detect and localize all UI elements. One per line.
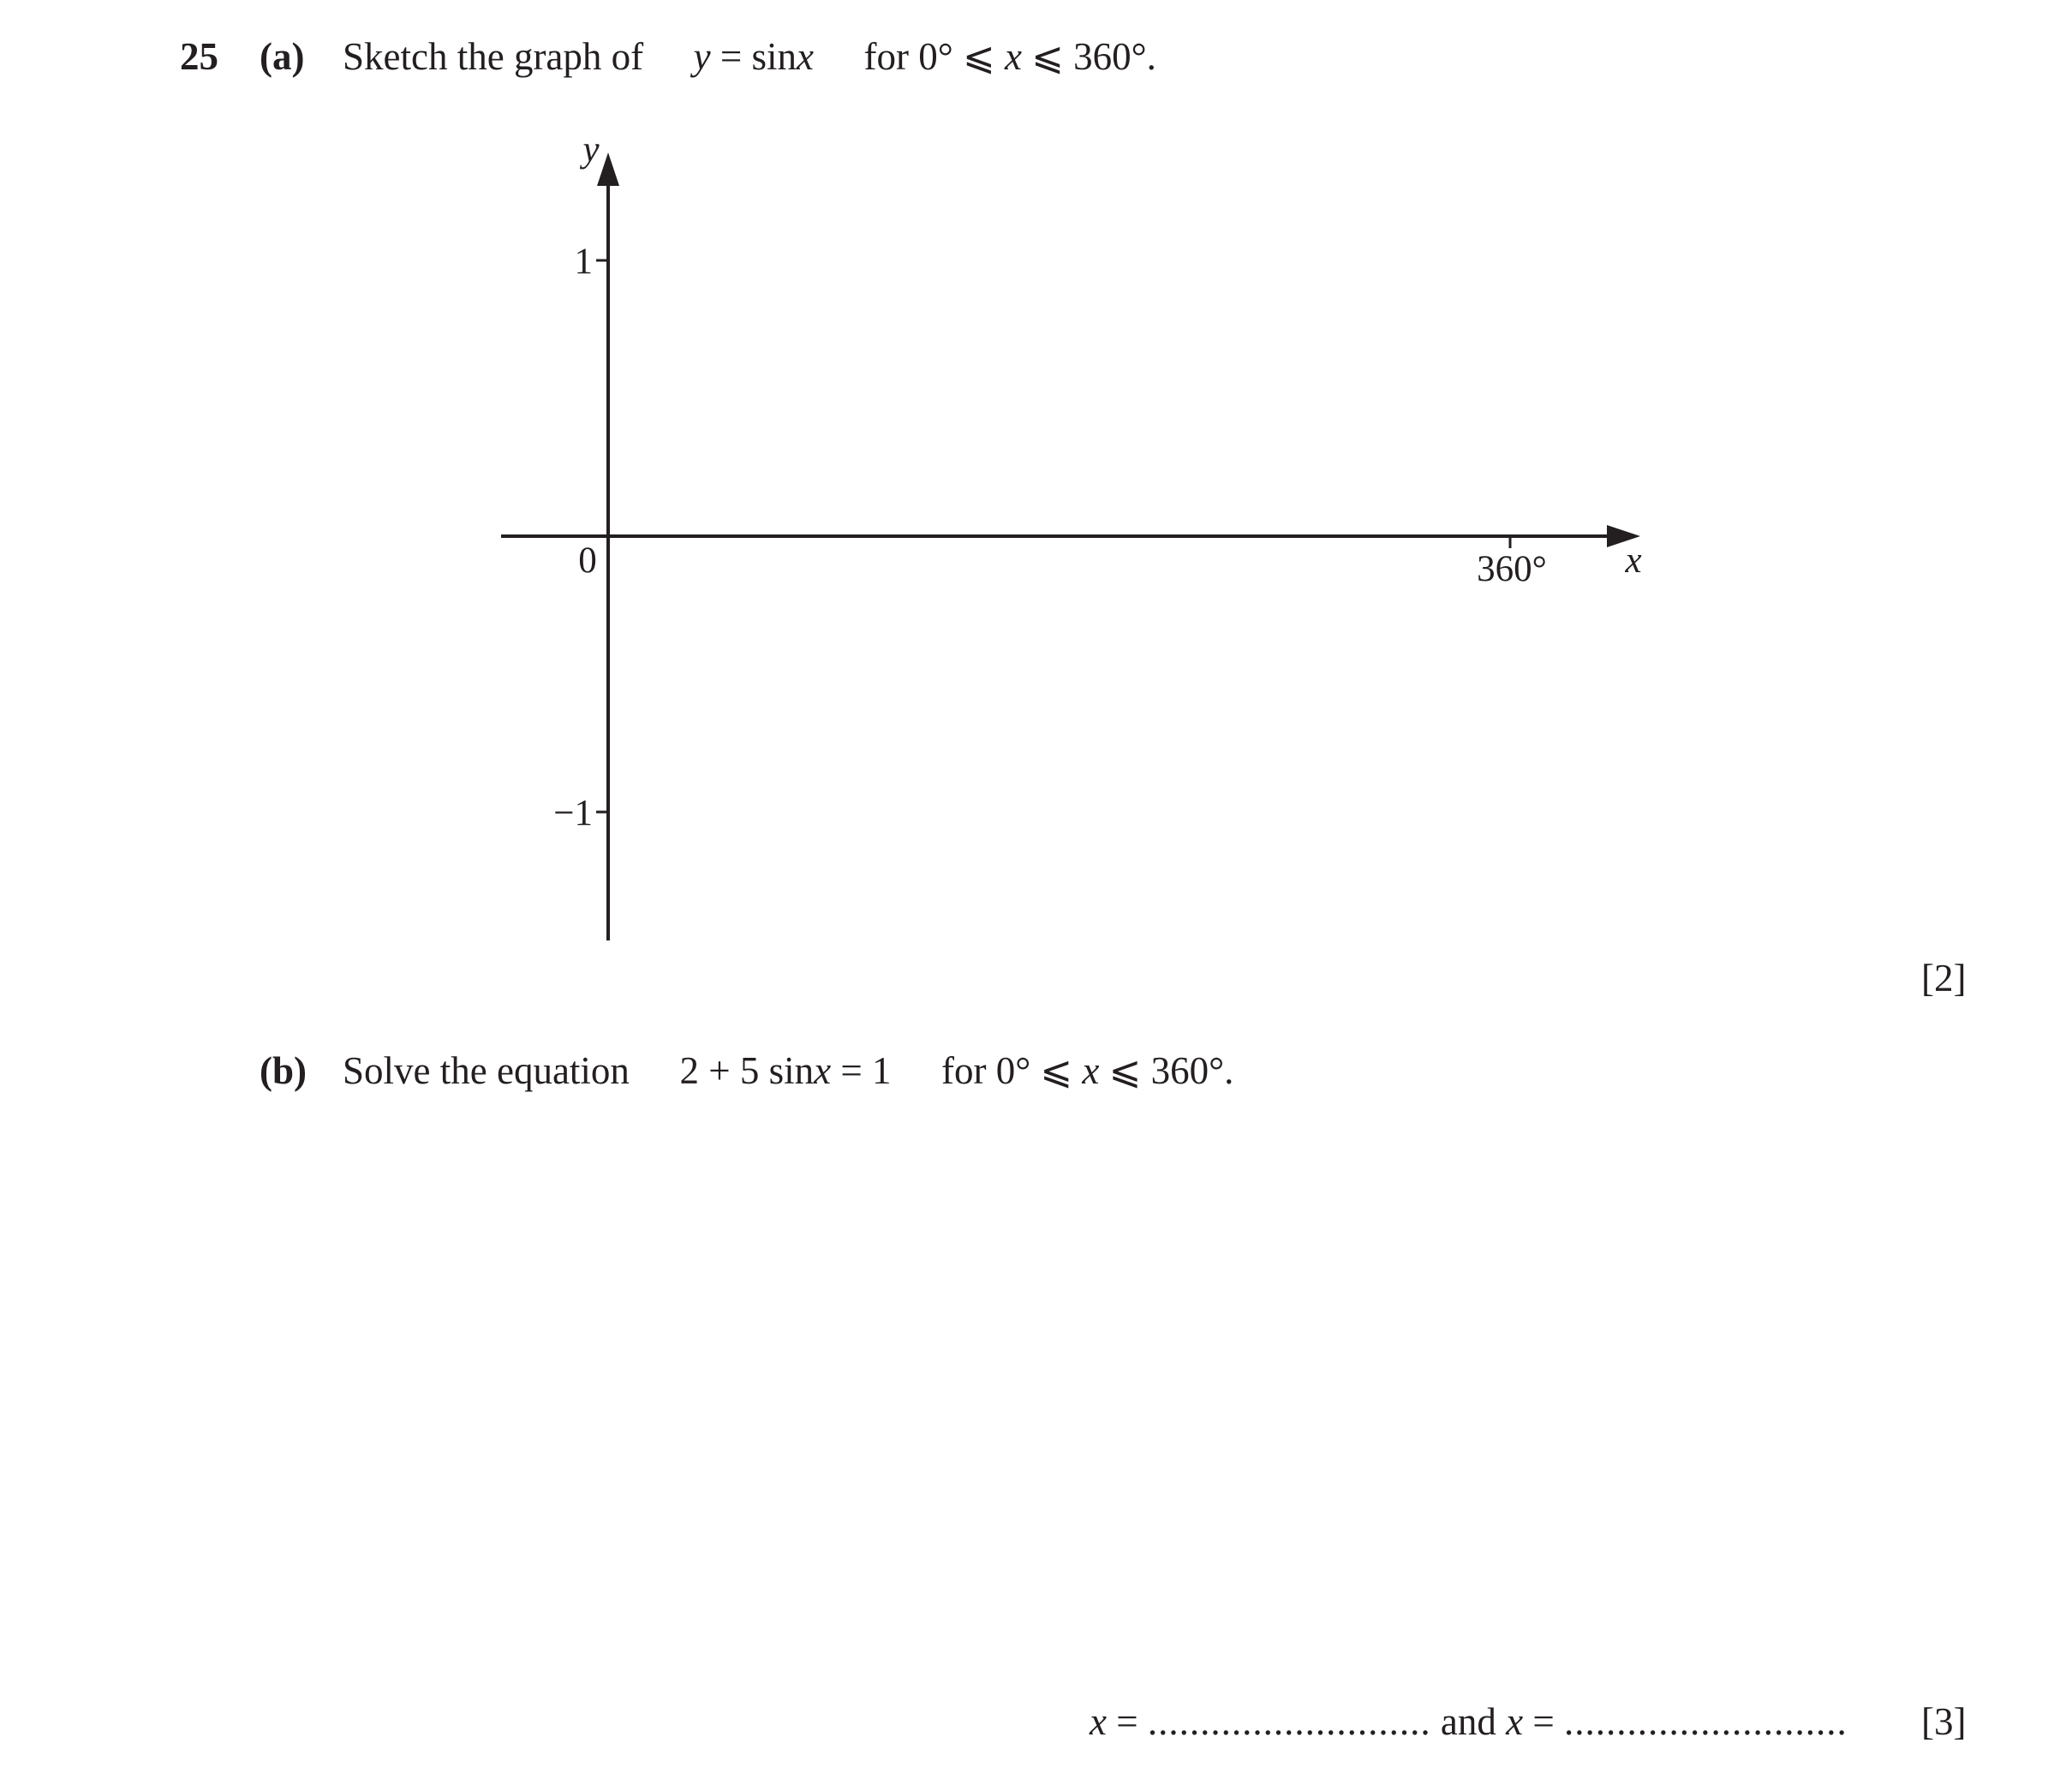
y-tick-label-1: −1 <box>553 793 593 833</box>
x-axis-label: x <box>1625 540 1642 581</box>
part-b-marks: [3] <box>1921 1700 1967 1743</box>
part-a-marks: [2] <box>1921 957 1967 1000</box>
y-axis-arrowhead <box>597 152 619 186</box>
part-b-equation-left: 2 + 5 sin <box>679 1049 815 1092</box>
part-a-range-prefix: for 0° ⩽ <box>863 35 1005 78</box>
part-b-range-prefix: for 0° ⩽ <box>940 1049 1083 1092</box>
part-a-eq-x: x <box>797 35 815 78</box>
part-b-equation-right: = 1 <box>831 1049 892 1092</box>
answer-x2: x <box>1506 1700 1524 1743</box>
answer-x1: x <box>1090 1700 1107 1743</box>
part-a-eq-rest: = sin <box>710 35 797 78</box>
part-b-prompt <box>343 1049 1234 1092</box>
part-b-label: (b) <box>260 1049 307 1092</box>
answer-blank-2[interactable]: ........................... <box>1563 1700 1848 1743</box>
answer-blank-1[interactable]: ........................... <box>1147 1700 1431 1743</box>
part-b-range-suffix: ⩽ 360°. <box>1099 1049 1234 1092</box>
part-a-label: (a) <box>260 35 305 78</box>
part-a-text: Sketch the graph of <box>343 35 644 78</box>
y-tick-label-0: 1 <box>574 242 593 282</box>
part-b-text: Solve the equation <box>343 1049 630 1092</box>
question-number: 25 <box>180 35 218 78</box>
part-b-equation-x: x <box>814 1049 832 1092</box>
answer-and: and <box>1430 1700 1507 1743</box>
x-tick-label-0: 360° <box>1477 549 1547 589</box>
part-a-eq-y: y <box>693 35 711 78</box>
origin-label: 0 <box>578 540 597 581</box>
y-axis-label: y <box>582 129 600 170</box>
part-a-range-suffix: ⩽ 360°. <box>1021 35 1156 78</box>
answer-eq1: = <box>1106 1700 1148 1743</box>
part-a-range-x: x <box>1004 35 1022 78</box>
part-b-answer-line <box>1090 1700 1848 1743</box>
part-b-range-x: x <box>1082 1049 1100 1092</box>
answer-eq2: = <box>1523 1700 1564 1743</box>
